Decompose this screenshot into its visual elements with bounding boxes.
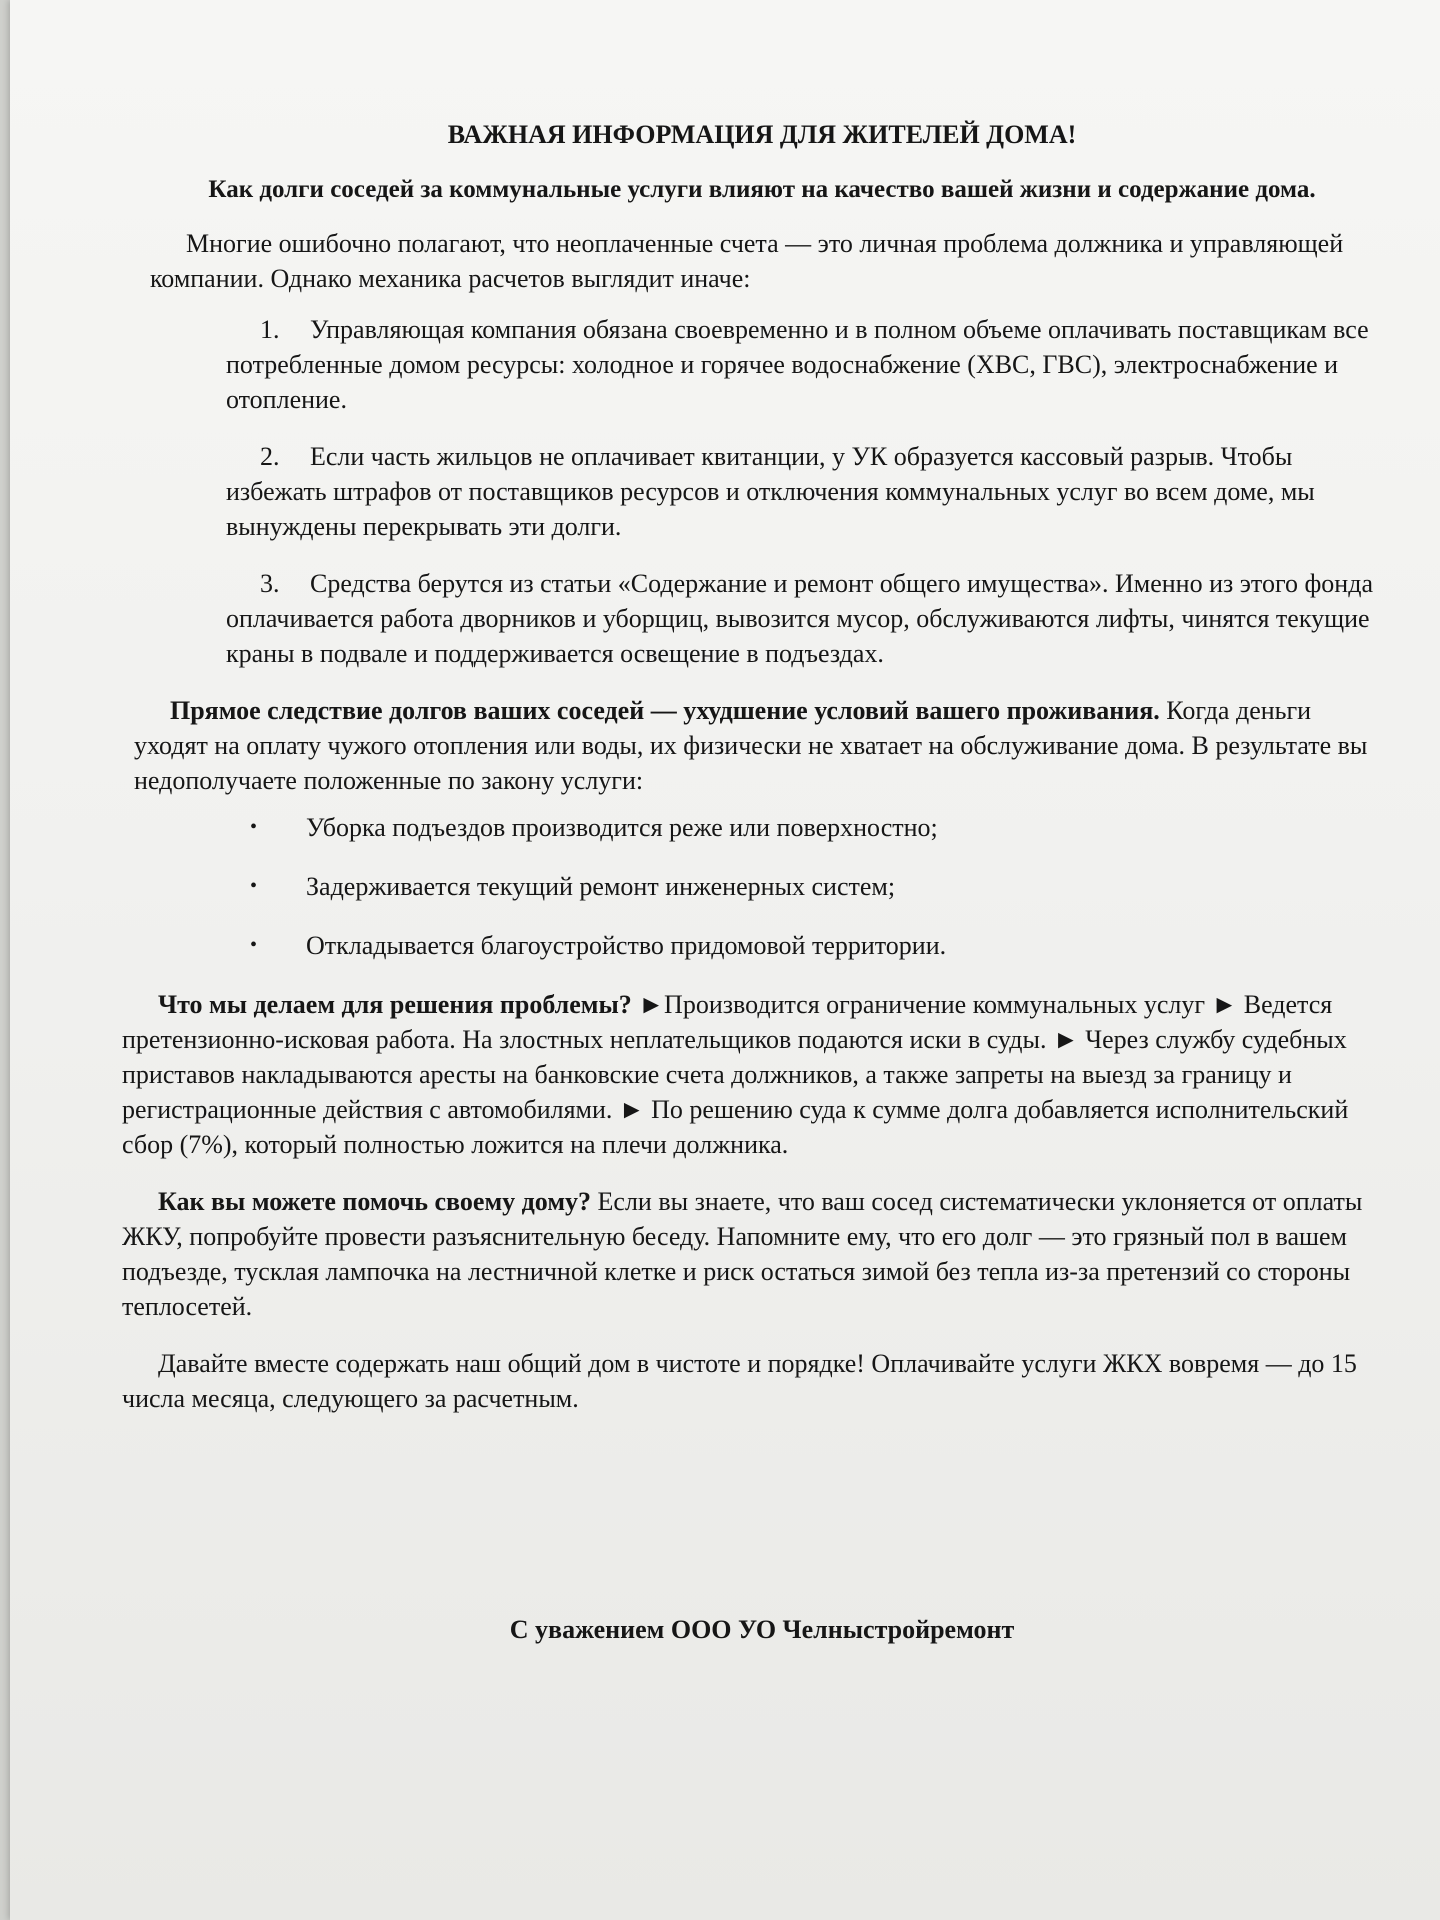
consequence-text: Когда деньги уходят на оплату чужого отопления или воды, их физически не хватает на обслуживание дома. В результате вы недополучаете положенные по закону услуги: [134, 696, 1368, 795]
notice-title: ВАЖНАЯ ИНФОРМАЦИЯ ДЛЯ ЖИТЕЛЕЙ ДОМА! [447, 120, 1077, 149]
effect-text: Откладывается благоустройство придомовой территории. [306, 931, 947, 960]
step-text: Средства берутся из статьи «Содержание и ремонт общего имущества». Именно из этого фонда оплачивается работа дворников и уборщиц, вывозится мусор, обслуживаются лифты, чинятся текущие краны в подвале и поддерживается освещение в подъездах. [226, 569, 1373, 668]
actions-paragraph [122, 987, 1402, 1162]
step-text: Управляющая компания обязана своевременно и в полном объеме оплачивать поставщикам все потребленные домом ресурсы: холодное и горячее водоснабжение (ХВС, ГВС), электроснабжение и отопление. [226, 315, 1369, 414]
effects-list [122, 810, 1402, 963]
paper-sheet [10, 0, 1440, 1920]
appeal-paragraph: Давайте вместе содержать наш общий дом в чистоте и порядке! Оплачивайте услуги ЖКХ вовремя — до 15 числа месяца, следующего за расчетным. [122, 1349, 1357, 1413]
bullet-icon: • [250, 875, 258, 897]
list-item [226, 566, 1382, 671]
consequence-lead: Прямое следствие долгов ваших соседей — ухудшение условий вашего проживания. [170, 696, 1160, 725]
step-number: 1. [260, 315, 280, 344]
step-number: 3. [260, 569, 280, 598]
list-item [250, 810, 1402, 845]
help-paragraph [122, 1184, 1402, 1324]
bullet-icon: • [250, 934, 258, 956]
list-item [250, 869, 1402, 904]
list-item [226, 312, 1382, 417]
help-text: Если вы знаете, что ваш сосед систематически уклоняется от оплаты ЖКУ, попробуйте провести разъяснительную беседу. Напомните ему, что его долг — это грязный пол в вашем подъезде, тусклая лампочка на лестничной клетке и риск остаться зимой без тепла из-за претензий со стороны теплосетей. [122, 1187, 1363, 1321]
step-text: Если часть жильцов не оплачивает квитанции, у УК образуется кассовый разрыв. Чтобы избежать штрафов от поставщиков ресурсов и отключения коммунальных услуг во всем доме, мы вынуждены перекрывать эти долги. [226, 442, 1315, 541]
list-item [250, 928, 1402, 963]
actions-lead: Что мы делаем для решения проблемы? [158, 990, 632, 1019]
intro-paragraph: Многие ошибочно полагают, что неоплаченные счета — это личная проблема должника и управляющей компании. Однако механика расчетов выглядит иначе: [150, 229, 1344, 293]
actions-text: ►Производится ограничение коммунальных услуг ► Ведется претензионно-исковая работа. На злостных неплательщиков подаются иски в суды. ► Через службу судебных приставов накладываются аресты на банковские счета должников, а также запреты на выезд за границу и регистрационные действия с автомобилями. ► По решению суда к сумме долга добавляется исполнительский сбор (7%), который полностью ложится на плечи должника. [122, 990, 1349, 1159]
list-item [226, 439, 1382, 544]
effect-text: Уборка подъездов производится реже или поверхностно; [306, 813, 938, 842]
effect-text: Задерживается текущий ремонт инженерных систем; [306, 872, 896, 901]
notice-content [122, 118, 1402, 1644]
consequence-paragraph [134, 693, 1390, 798]
step-number: 2. [260, 442, 280, 471]
bullet-icon: • [250, 816, 258, 838]
help-lead: Как вы можете помочь своему дому? [158, 1187, 592, 1216]
steps-list [122, 312, 1402, 671]
notice-subtitle: Как долги соседей за коммунальные услуги влияют на качество вашей жизни и содержание дома. [208, 176, 1316, 203]
signature: С уважением ООО УО Челныстройремонт [509, 1615, 1015, 1644]
